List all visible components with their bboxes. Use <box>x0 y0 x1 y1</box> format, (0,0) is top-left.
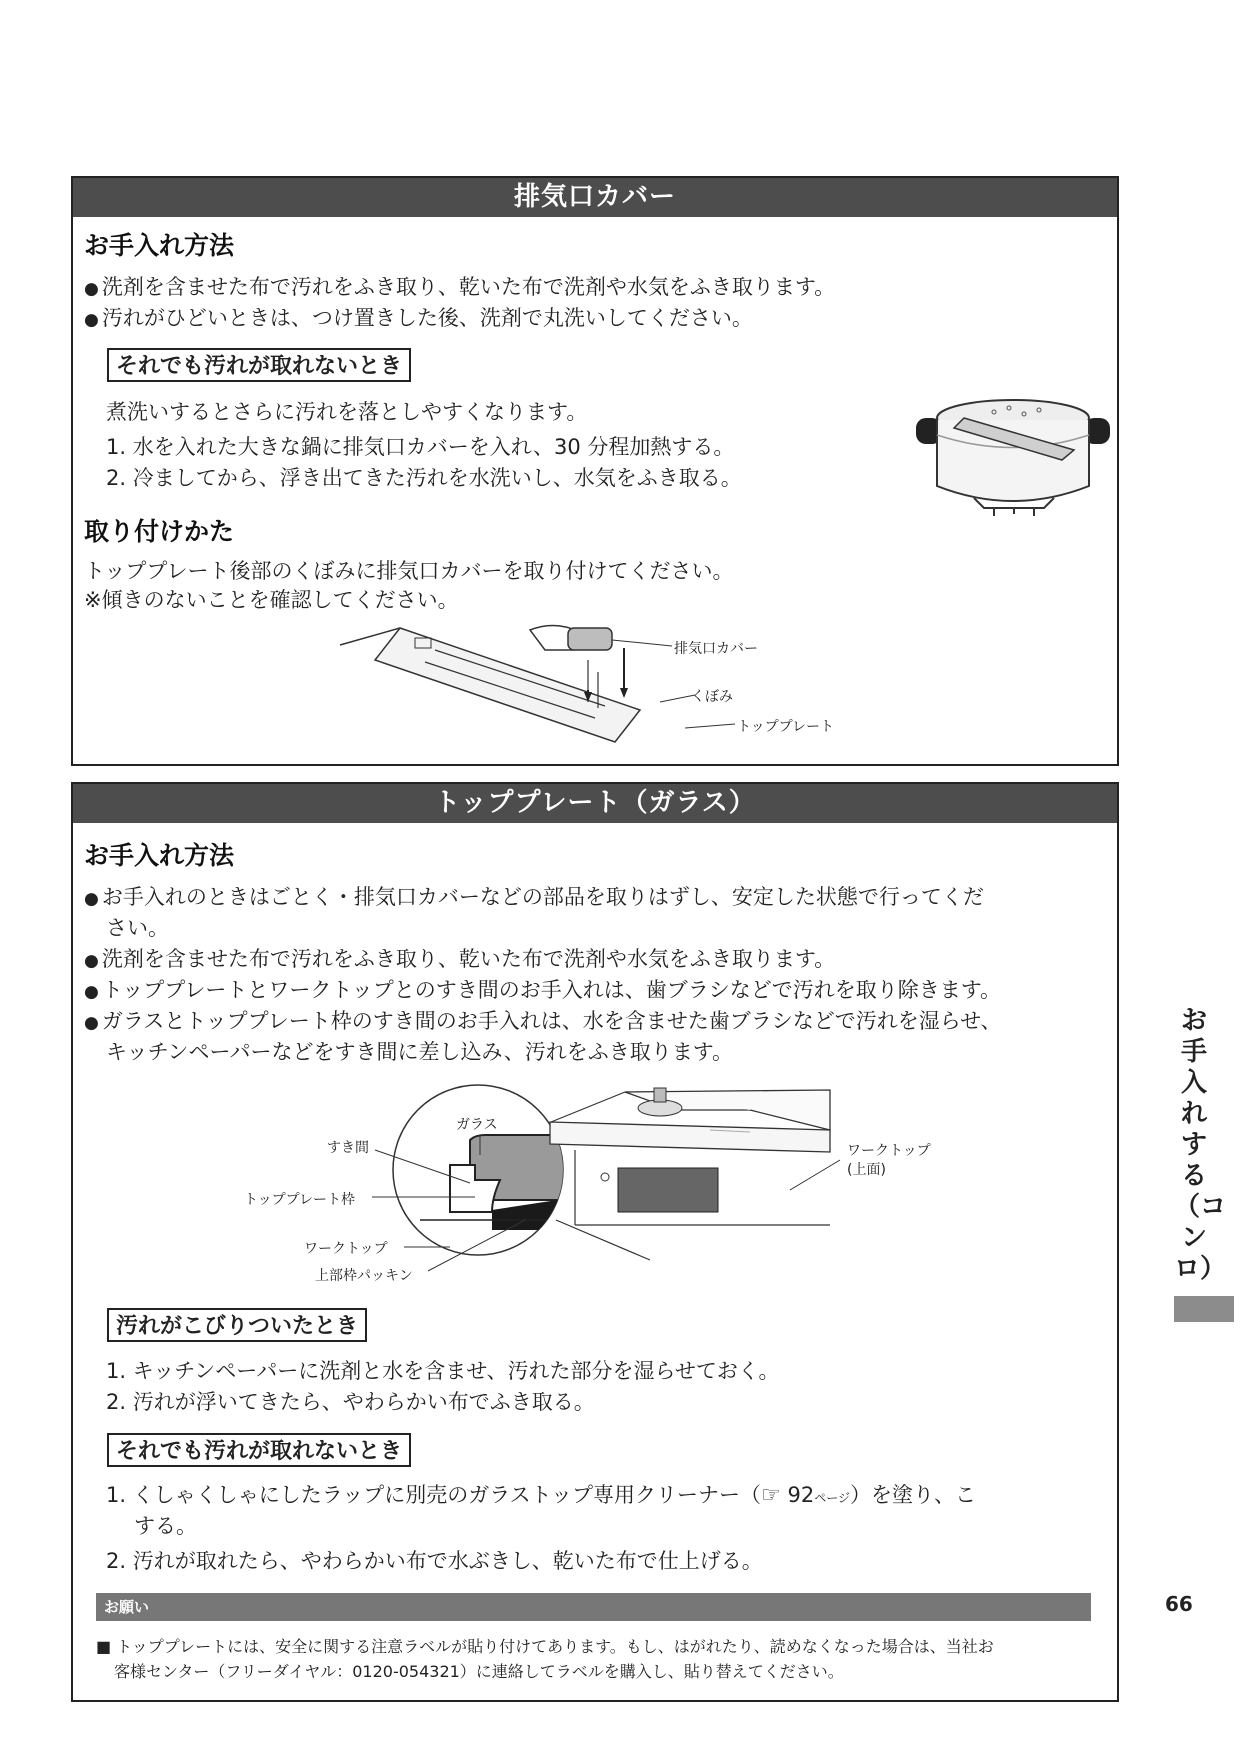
stuck-step: 1. キッチンペーパーに洗剤と水を含ませ、汚れた部分を湿らせておく。 <box>106 1359 780 1383</box>
stubborn-label: それでも汚れが取れないとき <box>107 1433 411 1467</box>
label-packing: 上部枠パッキン <box>315 1268 413 1284</box>
install-heading: 取り付けかた <box>84 517 235 546</box>
request-note-line: ■ トッププレートには、安全に関する注意ラベルが貼り付けてあります。もし、はがれたり、読めなくなった場合は、当社お <box>96 1637 994 1656</box>
label-glass: ガラス <box>456 1117 498 1133</box>
label-frame: トッププレート枠 <box>244 1192 356 1208</box>
install-line: ※傾きのないことを確認してください。 <box>84 588 459 612</box>
list-item-cont: さい。 <box>106 916 169 940</box>
request-note-line: 客様センター（フリーダイヤル：0120-054321）に連絡してラベルを購入し、貼り替えてください。 <box>114 1662 844 1681</box>
stubborn-step: 2. 冷ましてから、浮き出てきた汚れを水洗いし、水気をふき取る。 <box>106 466 742 490</box>
list-item: ● トッププレートとワークトップとのすき間のお手入れは、歯ブラシなどで汚れを取り除きます。 <box>84 978 1002 1002</box>
install-line: トッププレート後部のくぼみに排気口カバーを取り付けてください。 <box>84 559 734 583</box>
stuck-label: 汚れがこびりついたとき <box>107 1308 367 1342</box>
side-tab-marker <box>1174 1296 1234 1322</box>
label-worktop: ワークトップ <box>304 1241 388 1257</box>
label-recess: くぼみ <box>691 689 733 705</box>
stubborn-step: 1. 水を入れた大きな鍋に排気口カバーを入れ、30 分程加熱する。 <box>106 435 735 459</box>
list-item: ● お手入れのときはごとく・排気口カバーなどの部品を取りはずし、安定した状態で行ってくだ <box>84 885 984 909</box>
care-heading: お手入れ方法 <box>84 231 235 260</box>
list-item: ● 洗剤を含ませた布で汚れをふき取り、乾いた布で洗剤や水気をふき取ります。 <box>84 275 836 299</box>
stubborn-step: 1. くしゃくしゃにしたラップに別売のガラストップ専用クリーナー（☞ 92ページ）を塗り、こ <box>106 1483 976 1508</box>
stubborn-intro: 煮洗いするとさらに汚れを落としやすくなります。 <box>106 400 588 424</box>
list-item: ● ガラスとトッププレート枠のすき間のお手入れは、水を含ませた歯ブラシなどで汚れを湿らせ、 <box>84 1009 1002 1033</box>
section-title: トッププレート（ガラス） <box>73 784 1117 823</box>
stubborn-step: 2. 汚れが取れたら、やわらかい布で水ぶきし、乾いた布で仕上げる。 <box>106 1549 763 1573</box>
reference-hand-icon: ☞ <box>761 1483 781 1508</box>
label-cover: 排気口カバー <box>674 641 758 657</box>
label-gap: すき間 <box>327 1140 369 1156</box>
section-title: 排気口カバー <box>73 178 1117 217</box>
list-item-cont: キッチンペーパーなどをすき間に差し込み、汚れをふき取ります。 <box>106 1040 734 1064</box>
request-note-title: お願い <box>96 1593 1091 1621</box>
page-number: 66 <box>1165 1592 1193 1616</box>
stubborn-step-cont: する。 <box>134 1514 197 1538</box>
label-worktop-top: ワークトップ <box>847 1143 931 1159</box>
list-item: ● 洗剤を含ませた布で汚れをふき取り、乾いた布で洗剤や水気をふき取ります。 <box>84 947 836 971</box>
stubborn-label: それでも汚れが取れないとき <box>107 348 411 382</box>
list-item: ● 汚れがひどいときは、つけ置きした後、洗剤で丸洗いしてください。 <box>84 306 753 330</box>
label-worktop-top-sub: (上面) <box>847 1162 886 1178</box>
care-heading: お手入れ方法 <box>84 841 235 870</box>
side-tab-label: お手入れする（コンロ） <box>1174 1006 1227 1284</box>
stuck-step: 2. 汚れが浮いてきたら、やわらかい布でふき取る。 <box>106 1390 595 1414</box>
label-topplate: トッププレート <box>737 719 835 735</box>
